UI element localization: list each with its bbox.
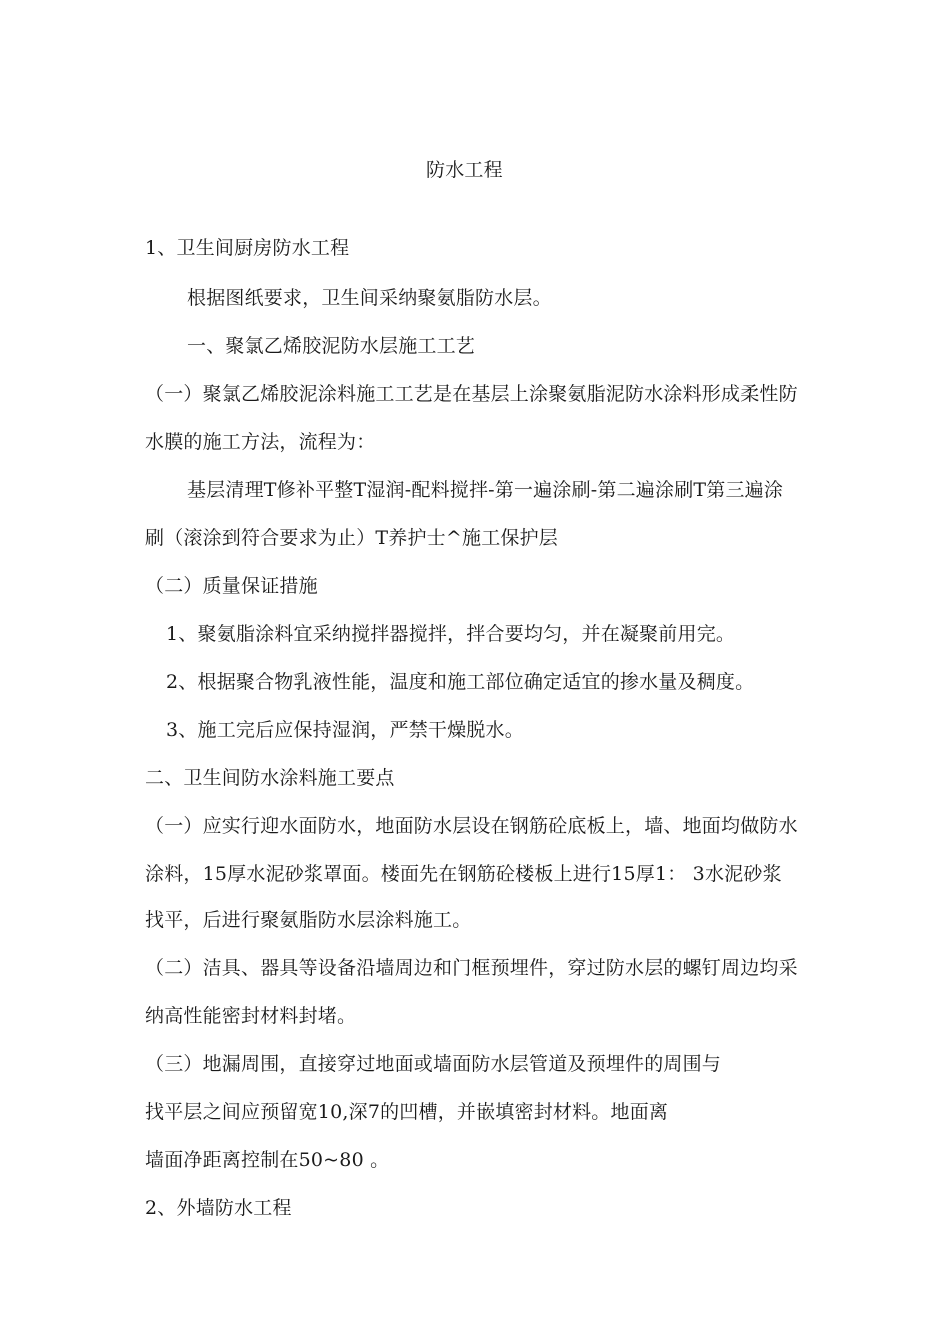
section-heading-2: 2、外墙防水工程 <box>145 1197 292 1219</box>
paragraph-line: （三）地漏周围，直接穿过地面或墙面防水层管道及预埋件的周围与 <box>145 1053 722 1075</box>
paragraph-line: 墙面净距离控制在50~80 。 <box>145 1149 390 1171</box>
list-item: 1、聚氨脂涂料宜采纳搅拌器搅拌，拌合要均匀，并在凝聚前用完。 <box>166 623 736 645</box>
list-item: 2、根据聚合物乳液性能，温度和施工部位确定适宜的掺水量及稠度。 <box>166 671 755 693</box>
paragraph-line: 找平层之间应预留宽10,深7的凹槽，并嵌填密封材料。地面离 <box>145 1101 669 1123</box>
paragraph-line: （一）聚氯乙烯胶泥涂料施工工艺是在基层上涂聚氨脂泥防水涂料形成柔性防 <box>145 383 798 405</box>
paragraph-line: 刷（滚涂到符合要求为止）T养护士^施工保护层 <box>145 527 558 549</box>
paragraph-line: 基层清理T修补平整T湿润-配料搅拌-第一遍涂刷-第二遍涂刷T第三遍涂 <box>187 479 784 501</box>
paragraph-line: 找平，后进行聚氨脂防水层涂料施工。 <box>145 909 472 931</box>
section-heading-1: 1、卫生间厨房防水工程 <box>145 237 350 259</box>
subsection-heading: 一、聚氯乙烯胶泥防水层施工工艺 <box>187 335 476 357</box>
paragraph-line: 水膜的施工方法，流程为： <box>145 431 376 453</box>
paragraph-line: 涂料，15厚水泥砂浆罩面。楼面先在钢筋砼楼板上进行15厚1： 3水泥砂浆 <box>145 863 782 885</box>
paragraph-line: （二）洁具、器具等设备沿墙周边和门框预埋件，穿过防水层的螺钉周边均采 <box>145 957 798 979</box>
paragraph-line: （一）应实行迎水面防水，地面防水层设在钢筋砼底板上，墙、地面均做防水 <box>145 815 798 837</box>
paragraph-line: 根据图纸要求，卫生间采纳聚氨脂防水层。 <box>187 287 552 309</box>
subsection-heading: 二、卫生间防水涂料施工要点 <box>145 767 395 789</box>
subsection-heading: （二）质量保证措施 <box>145 575 318 597</box>
paragraph-line: 纳高性能密封材料封堵。 <box>145 1005 357 1027</box>
document-title: 防水工程 <box>426 159 503 181</box>
list-item: 3、施工完后应保持湿润，严禁干燥脱水。 <box>166 719 524 741</box>
